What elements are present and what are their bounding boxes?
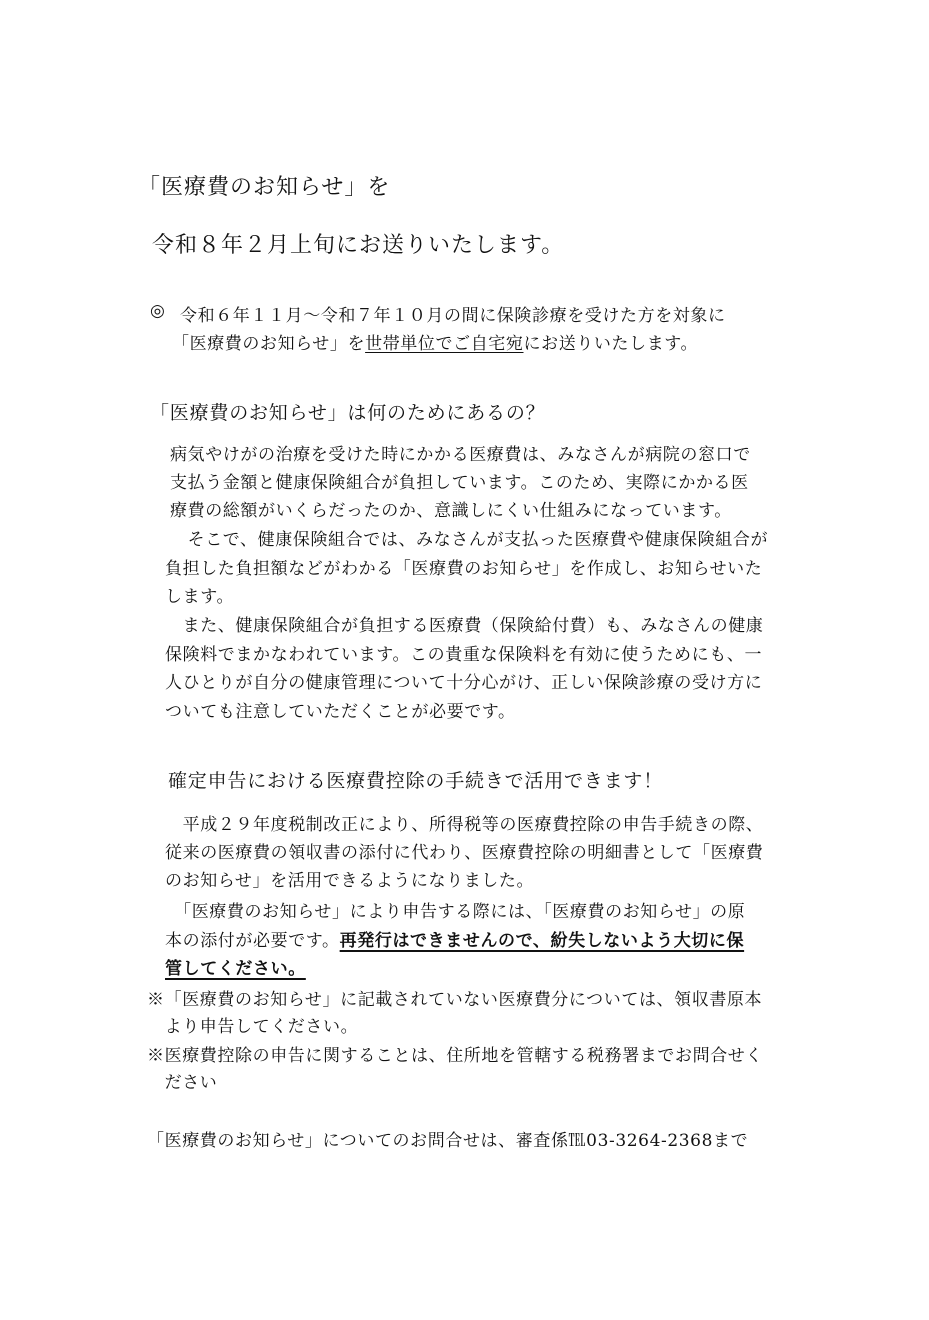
section2-warning-text: 再発行はできませんので、紛失しないよう大切に保 (339, 931, 745, 951)
notice-underlined-text: 世帯単位でご自宅宛 (365, 334, 524, 354)
title-line-1: 「医療費のお知らせ」を (138, 175, 391, 200)
section2-line-5-pre: 本の添付が必要です。 (165, 931, 340, 951)
section2-note: ※医療費控除の申告に関することは、住所地を管轄する税務署までお問合せく (147, 1046, 763, 1066)
section2-line-6 (165, 954, 306, 979)
section1-line: 負担した負担額などがわかる「医療費のお知らせ」を作成し、お知らせいた (165, 559, 763, 579)
section1-line: 支払う金額と健康保険組合が負担しています。このため、実際にかかる医 (170, 473, 749, 493)
section2-warning-text-end: 管してください。 (165, 959, 306, 979)
section1-line: そこで、健康保険組合では、みなさんが支払った医療費や健康保険組合が (170, 530, 769, 550)
section2-line: 従来の医療費の領収書の添付に代わり、医療費控除の明細書として「医療費 (165, 843, 764, 863)
notice-mark: ◎ (150, 301, 166, 321)
section2-line-5 (165, 926, 744, 951)
section2-line: 平成２９年度税制改正により、所得税等の医療費控除の申告手続きの際、 (165, 815, 764, 835)
notice-line-1: 令和６年１１月～令和７年１０月の間に保険診療を受けた方を対象に (180, 306, 726, 326)
notice-line-2 (172, 329, 698, 354)
section2-note: より申告してください。 (147, 1017, 359, 1037)
section2-line: のお知らせ」を活用できるようになりました。 (165, 871, 535, 891)
section2-note: ※「医療費のお知らせ」に記載されていない医療費分については、領収書原本 (147, 990, 763, 1010)
title-line-2: 令和８年２月上旬にお送りいたします。 (152, 233, 565, 258)
section2-note: ださい (147, 1073, 218, 1093)
section2-heading: 確定申告における医療費控除の手続きで活用できます！ (168, 770, 664, 792)
section1-heading: 「医療費のお知らせ」は何のためにあるの？ (150, 402, 546, 424)
section1-line: 病気やけがの治療を受けた時にかかる医療費は、みなさんが病院の窓口で (170, 445, 751, 465)
section1-line: ついても注意していただくことが必要です。 (165, 702, 516, 722)
section1-line: また、健康保険組合が負担する医療費（保険給付費）も、みなさんの健康 (165, 616, 764, 636)
contact-line: 「医療費のお知らせ」についてのお問合せは、審査係℡03-3264-2368まで (147, 1131, 749, 1151)
section1-line: します。 (165, 587, 235, 607)
section1-line: 保険料でまかなわれています。この貴重な保険料を有効に使うためにも、一 (165, 645, 763, 665)
section1-line: 療費の総額がいくらだったのか、意識しにくい仕組みになっています。 (170, 501, 732, 521)
section1-line: 人ひとりが自分の健康管理について十分心がけ、正しい保険診療の受け方に (165, 673, 763, 693)
section2-line: 「医療費のお知らせ」により申告する際には、「医療費のお知らせ」の原 (165, 902, 746, 922)
notice-line-2-post: にお送りいたします。 (523, 334, 699, 354)
notice-line-2-pre: 「医療費のお知らせ」を (172, 334, 366, 354)
